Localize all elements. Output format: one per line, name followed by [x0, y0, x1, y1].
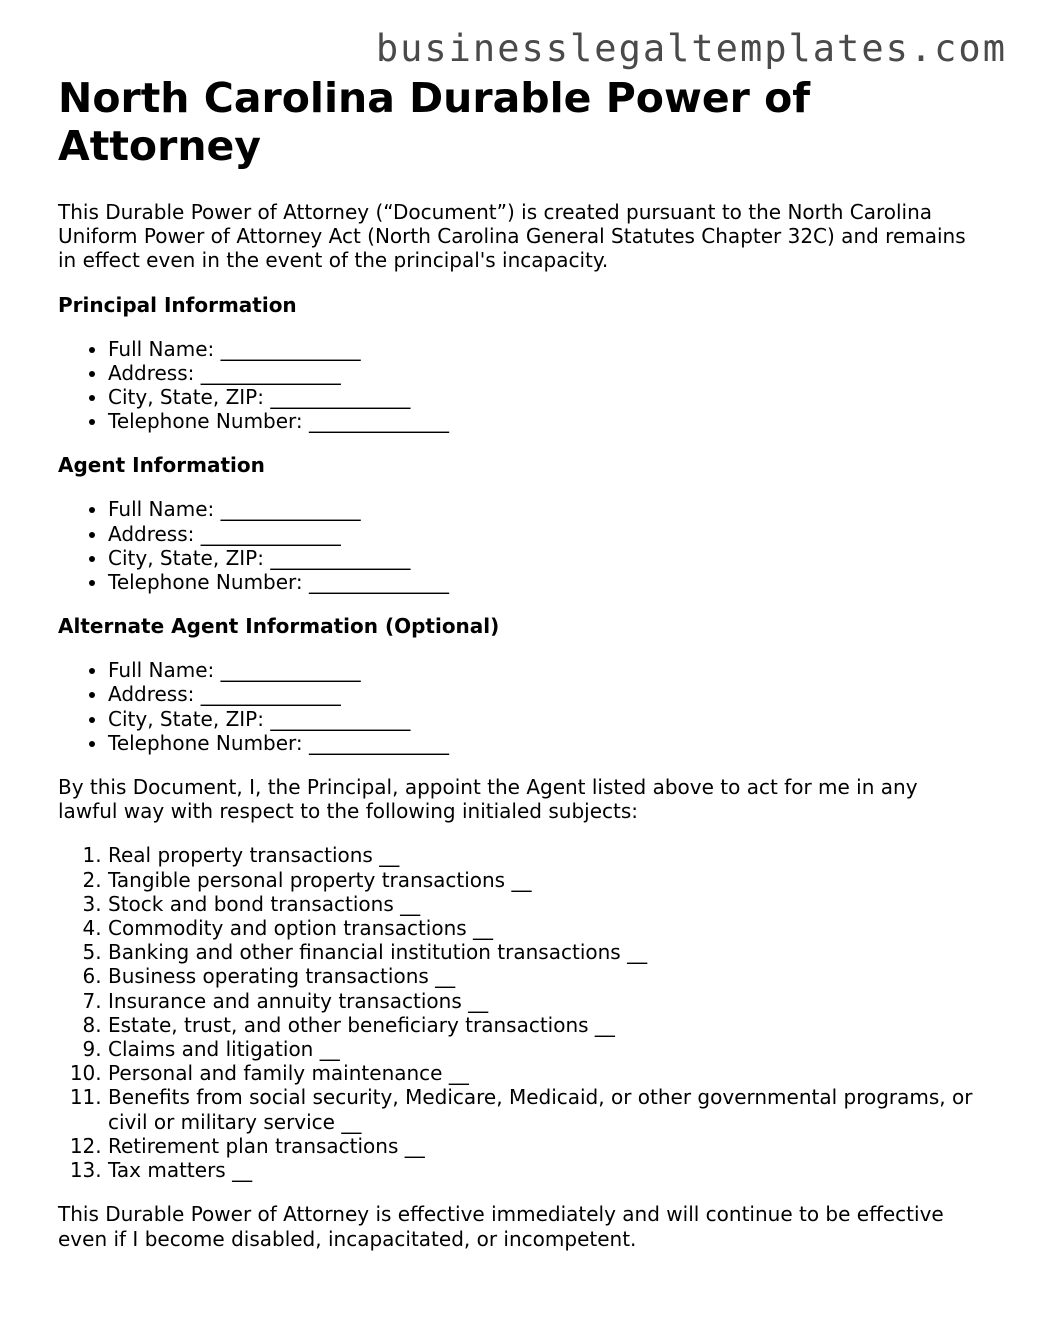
principal-telephone-field[interactable]: • Telephone Number: ______________ — [108, 409, 978, 433]
watermark: businesslegaltemplates.com — [375, 27, 1007, 70]
principal-city-state-zip-field[interactable]: • City, State, ZIP: ______________ — [108, 385, 978, 409]
agent-telephone-field[interactable]: • Telephone Number: ______________ — [108, 570, 978, 594]
agent-fields — [58, 497, 978, 594]
subject-item[interactable]: 9. Claims and litigation __ — [108, 1037, 978, 1061]
subject-item[interactable]: 10. Personal and family maintenance __ — [108, 1061, 978, 1085]
principal-fields — [58, 337, 978, 434]
principal-full-name-field[interactable]: • Full Name: ______________ — [108, 337, 978, 361]
alternate-agent-city-state-zip-field[interactable]: • City, State, ZIP: ______________ — [108, 707, 978, 731]
subject-item[interactable]: 12. Retirement plan transactions __ — [108, 1134, 978, 1158]
alternate-agent-telephone-field[interactable]: • Telephone Number: ______________ — [108, 731, 978, 755]
subject-item[interactable]: 13. Tax matters __ — [108, 1158, 978, 1182]
subject-item[interactable]: 6. Business operating transactions __ — [108, 964, 978, 988]
alternate-agent-heading: Alternate Agent Information (Optional) — [58, 614, 500, 639]
subject-item[interactable]: 2. Tangible personal property transactions __ — [108, 868, 978, 892]
subject-item[interactable]: 8. Estate, trust, and other beneficiary transactions __ — [108, 1013, 978, 1037]
subject-item[interactable]: 4. Commodity and option transactions __ — [108, 916, 978, 940]
alternate-agent-full-name-field[interactable]: • Full Name: ______________ — [108, 658, 978, 682]
alternate-agent-address-field[interactable]: • Address: ______________ — [108, 682, 978, 706]
agent-city-state-zip-field[interactable]: • City, State, ZIP: ______________ — [108, 546, 978, 570]
subjects-list — [58, 843, 978, 1182]
document-title: North Carolina Durable Power of Attorney — [58, 74, 811, 170]
appointment-paragraph: By this Document, I, the Principal, appoint the Agent listed above to act for me in any lawful way with respect to the following initialed subjects: — [58, 775, 918, 824]
subject-item[interactable]: 7. Insurance and annuity transactions __ — [108, 989, 978, 1013]
intro-paragraph: This Durable Power of Attorney (“Document”) is created pursuant to the North Carolina Uniform Power of Attorney Act (North Carolina General Statutes Chapter 32C) and remains in effect even in the event of the principal's incapacity. — [58, 200, 966, 273]
document-body — [58, 74, 978, 1251]
subject-item[interactable]: 3. Stock and bond transactions __ — [108, 892, 978, 916]
agent-full-name-field[interactable]: • Full Name: ______________ — [108, 497, 978, 521]
alternate-agent-fields — [58, 658, 978, 755]
agent-address-field[interactable]: • Address: ______________ — [108, 522, 978, 546]
subject-item[interactable]: 5. Banking and other financial institution transactions __ — [108, 940, 978, 964]
agent-heading: Agent Information — [58, 453, 265, 478]
subject-item[interactable]: 1. Real property transactions __ — [108, 843, 978, 867]
principal-address-field[interactable]: • Address: ______________ — [108, 361, 978, 385]
principal-heading: Principal Information — [58, 292, 297, 317]
closing-paragraph: This Durable Power of Attorney is effective immediately and will continue to be effective even if I become disabled, incapacitated, or incompetent. — [58, 1202, 944, 1251]
subject-item[interactable]: 11. Benefits from social security, Medicare, Medicaid, or other governmental programs, or civil or military service __ — [108, 1085, 978, 1133]
